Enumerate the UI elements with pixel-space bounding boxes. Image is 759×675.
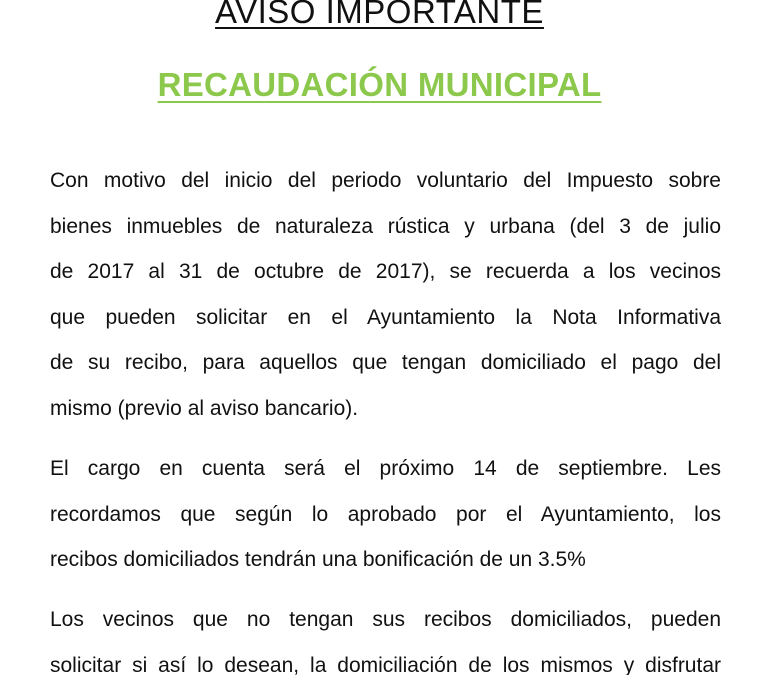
paragraph-line: recibos domiciliados tendrán una bonificación de un 3.5% — [50, 548, 586, 571]
paragraph-line: de su recibo, para aquellos que tengan domiciliado el pago del — [50, 351, 721, 374]
page-subtitle: RECAUDACIÓN MUNICIPAL — [157, 66, 602, 103]
paragraph-line: solicitar si así lo desean, la domiciliación de los mismos y disfrutar — [50, 653, 721, 675]
paragraph-domiciliation — [50, 597, 721, 675]
paragraph-line: Con motivo del inicio del periodo voluntario del Impuesto sobre — [50, 169, 721, 192]
paragraph-line: de 2017 al 31 de octubre de 2017), se recuerda a los vecinos — [50, 260, 721, 283]
paragraph-intro — [50, 158, 721, 431]
paragraph-line: que pueden solicitar en el Ayuntamiento la Nota Informativa — [50, 305, 721, 329]
paragraph-charge-date — [50, 446, 721, 583]
paragraph-line: bienes inmuebles de naturaleza rústica y urbana (del 3 de julio — [50, 214, 721, 238]
paragraph-line: recordamos que según lo aprobado por el Ayuntamiento, los — [50, 502, 721, 526]
page-title: AVISO IMPORTANTE — [215, 0, 544, 30]
paragraph-line: El cargo en cuenta será el próximo 14 de septiembre. Les — [50, 457, 721, 480]
paragraph-line: mismo (previo al aviso bancario). — [50, 396, 359, 420]
paragraph-line: Los vecinos que no tengan sus recibos domiciliados, pueden — [50, 608, 721, 631]
